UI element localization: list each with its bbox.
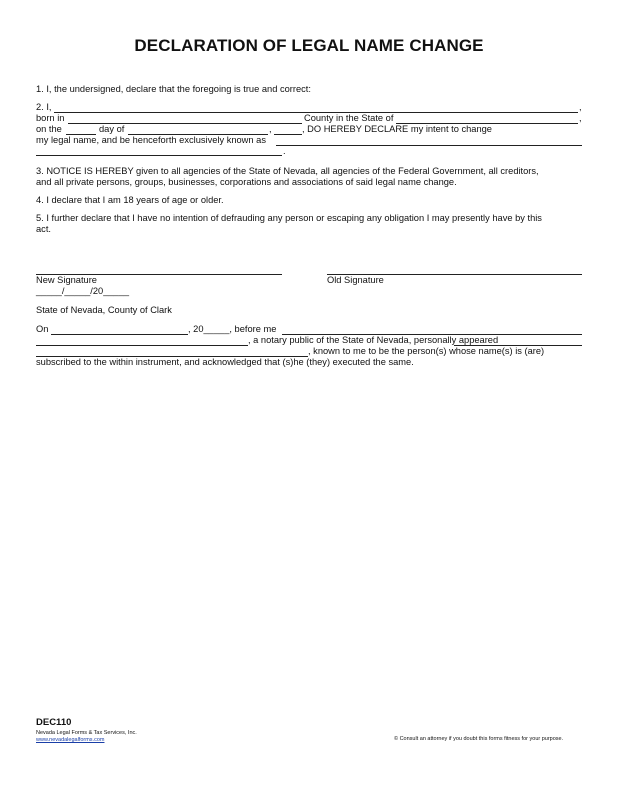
known-to-me-text: , known to me to be the person(s) whose name(s) is (are) (308, 346, 545, 356)
item-3-line-1: 3. NOTICE IS HEREBY given to all agencies of the State of Nevada, all agencies of the Federal Government, all creditors, (36, 166, 539, 176)
notary-before-me: , 20_____, before me (188, 324, 277, 334)
signature-date[interactable]: _____/_____/20_____ (36, 286, 130, 296)
on-the-label: on the (36, 124, 62, 134)
form-code: DEC110 (36, 717, 72, 728)
notary-date-field[interactable] (51, 334, 188, 335)
item-5-line-2: act. (36, 224, 51, 234)
notary-on-label: On (36, 324, 49, 334)
notary-name-field-2[interactable] (36, 345, 248, 346)
item-1-text: 1. I, the undersigned, declare that the foregoing is true and correct: (36, 84, 311, 94)
state-county-text: State of Nevada, County of Clark (36, 305, 172, 315)
day-of-label: day of (99, 124, 125, 134)
page-title: DECLARATION OF LEGAL NAME CHANGE (134, 36, 484, 55)
declare-text: , DO HEREBY DECLARE my intent to change (302, 124, 492, 134)
item-5-line-1: 5. I further declare that I have no intention of defrauding any person or escaping any obligation I may presently have by this (36, 213, 542, 223)
county-label: County in the State of (304, 113, 394, 123)
item-3-line-2: and all private persons, groups, businesses, corporations and associations of said legal name change. (36, 177, 457, 187)
old-signature-label: Old Signature (327, 275, 384, 285)
state-comma: , (579, 113, 582, 123)
subscribed-text: subscribed to the within instrument, and acknowledged that (s)he (they) executed the same. (36, 357, 414, 367)
born-in-label: born in (36, 113, 65, 123)
item-2-comma: , (579, 102, 582, 112)
disclaimer: © Consult an attorney if you doubt this forms fitness for your purpose. (394, 736, 564, 742)
new-name-field-2[interactable] (36, 155, 282, 156)
year-field[interactable] (274, 134, 302, 135)
notary-public-text: , a notary public of the State of Nevada, personally appeared (248, 335, 499, 345)
known-as-label: my legal name, and be henceforth exclusively known as (36, 135, 266, 145)
month-comma: , (269, 124, 272, 134)
new-name-field-1[interactable] (276, 145, 582, 146)
website-link[interactable]: www.nevadalegalforms.com (36, 737, 105, 743)
item-2-prefix: 2. I, (36, 102, 52, 112)
new-name-period: . (283, 146, 286, 156)
new-signature-label: New Signature (36, 275, 97, 285)
item-4-text: 4. I declare that I am 18 years of age or older. (36, 195, 224, 205)
company-name: Nevada Legal Forms & Tax Services, Inc. (36, 730, 137, 736)
